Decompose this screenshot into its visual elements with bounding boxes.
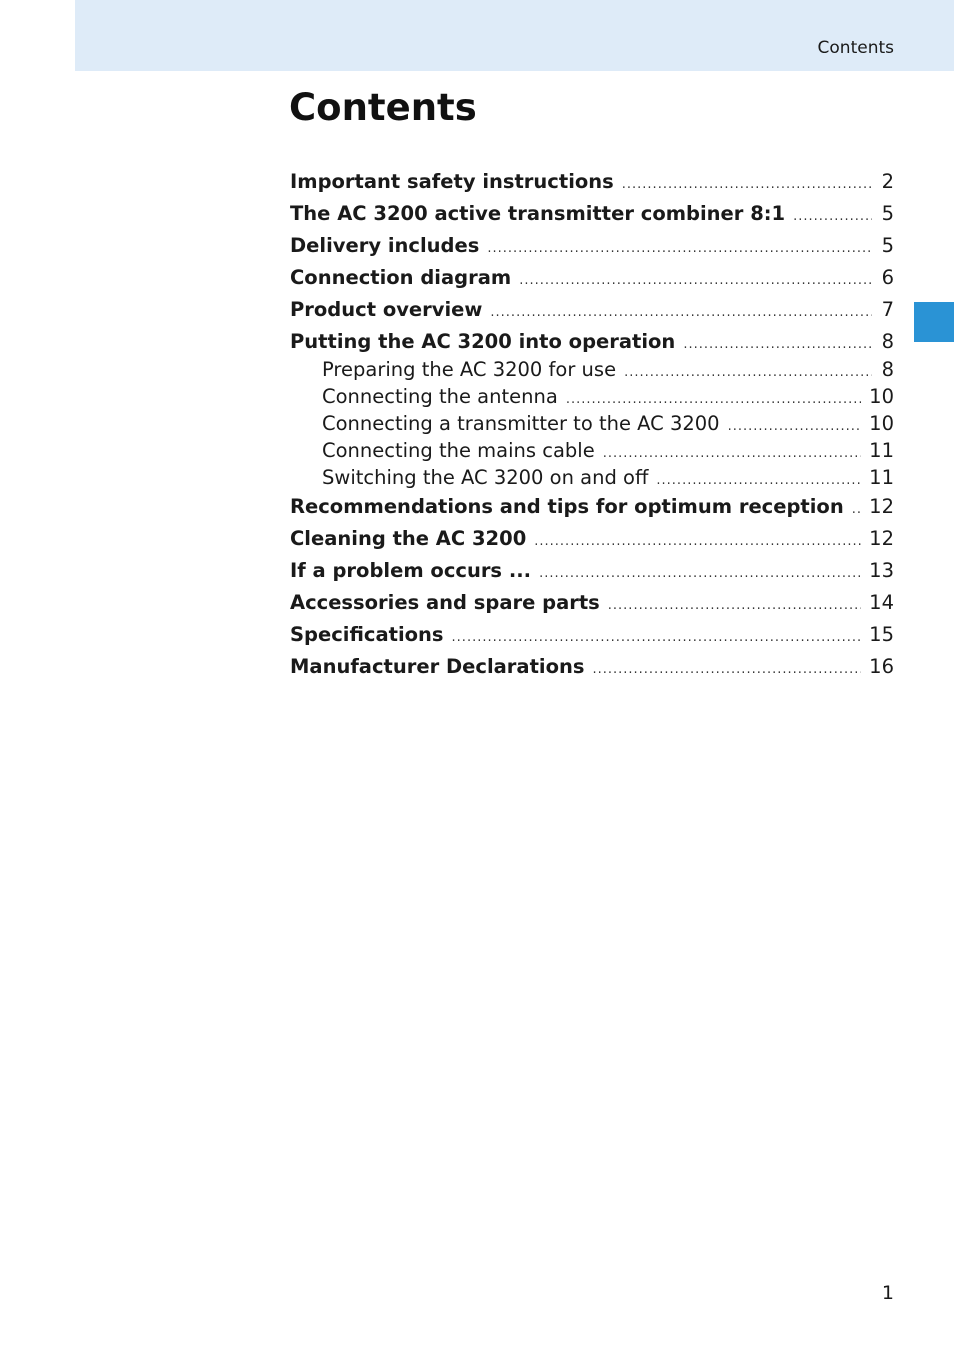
toc-entry-page: 11 (869, 439, 894, 462)
toc-entry-title: If a problem occurs ... (290, 559, 532, 582)
toc-entry[interactable] (290, 591, 894, 623)
toc-entry-title: Specifications (290, 623, 444, 646)
toc-leader-dots (490, 305, 872, 320)
toc-leader-dots (534, 534, 861, 549)
toc-entry-page: 8 (881, 358, 894, 381)
toc-entry-title: Delivery includes (290, 234, 480, 257)
toc-entry[interactable] (290, 202, 894, 234)
toc-entry-page: 12 (869, 527, 894, 550)
toc-entry[interactable] (290, 330, 894, 358)
toc-entry-title: Connecting the antenna (322, 385, 558, 408)
toc-entry-title: Putting the AC 3200 into operation (290, 330, 676, 353)
toc-entry[interactable] (290, 234, 894, 266)
toc-entry[interactable] (290, 495, 894, 527)
toc-entry-page: 7 (881, 298, 894, 321)
toc-entry-page: 10 (869, 385, 894, 408)
toc-entry-page: 14 (869, 591, 894, 614)
toc-leader-dots (624, 365, 872, 380)
toc-entry-title: Connecting a transmitter to the AC 3200 (322, 412, 720, 435)
chapter-tab-marker (914, 302, 954, 342)
toc-entry-page: 12 (869, 495, 894, 518)
toc-entry-page: 16 (869, 655, 894, 678)
toc-entry[interactable] (290, 655, 894, 687)
toc-entry-title: Product overview (290, 298, 483, 321)
toc-entry[interactable] (290, 298, 894, 330)
toc-leader-dots (603, 446, 861, 461)
toc-entry[interactable] (290, 559, 894, 591)
toc-entry-title: Switching the AC 3200 on and off (322, 466, 649, 489)
toc-entry-page: 5 (881, 234, 894, 257)
toc-entry-title: Connection diagram (290, 266, 512, 289)
toc-entry-page: 15 (869, 623, 894, 646)
toc-entry-page: 2 (881, 170, 894, 193)
toc-leader-dots (519, 273, 872, 288)
toc-entry-title: Recommendations and tips for optimum reception (290, 495, 844, 518)
toc-leader-dots (793, 209, 872, 224)
toc-leader-dots (852, 502, 861, 517)
toc-entry-title: Connecting the mains cable (322, 439, 595, 462)
toc-leader-dots (656, 473, 861, 488)
toc-subentry[interactable] (290, 358, 894, 385)
header-section-label: Contents (817, 38, 894, 58)
toc-leader-dots (539, 566, 861, 581)
toc-entry-title: Important safety instructions (290, 170, 614, 193)
toc-entry-page: 11 (869, 466, 894, 489)
header-band (75, 0, 954, 71)
toc-entry[interactable] (290, 170, 894, 202)
toc-subentry[interactable] (290, 439, 894, 466)
toc-entry-title: Manufacturer Declarations (290, 655, 585, 678)
toc-entry[interactable] (290, 623, 894, 655)
toc-entry[interactable] (290, 266, 894, 298)
toc-subentry[interactable] (290, 385, 894, 412)
toc-leader-dots (608, 598, 861, 613)
table-of-contents (290, 170, 894, 687)
page-number: 1 (881, 1282, 894, 1304)
toc-entry-title: Preparing the AC 3200 for use (322, 358, 617, 381)
toc-entry-title: The AC 3200 active transmitter combiner 8:1 (290, 202, 786, 225)
toc-entry-page: 5 (881, 202, 894, 225)
toc-leader-dots (592, 662, 861, 677)
toc-entry[interactable] (290, 527, 894, 559)
toc-leader-dots (683, 337, 872, 352)
toc-entry-page: 10 (869, 412, 894, 435)
toc-leader-dots (728, 419, 862, 434)
toc-subentry[interactable] (290, 466, 894, 493)
toc-entry-page: 6 (881, 266, 894, 289)
toc-leader-dots (566, 392, 861, 407)
toc-leader-dots (452, 630, 862, 645)
toc-subentry[interactable] (290, 412, 894, 439)
toc-entry-page: 13 (869, 559, 894, 582)
toc-leader-dots (487, 241, 872, 256)
toc-leader-dots (622, 177, 872, 192)
page-title: Contents (289, 86, 477, 129)
toc-entry-title: Accessories and spare parts (290, 591, 600, 614)
toc-entry-page: 8 (881, 330, 894, 353)
toc-entry-title: Cleaning the AC 3200 (290, 527, 527, 550)
